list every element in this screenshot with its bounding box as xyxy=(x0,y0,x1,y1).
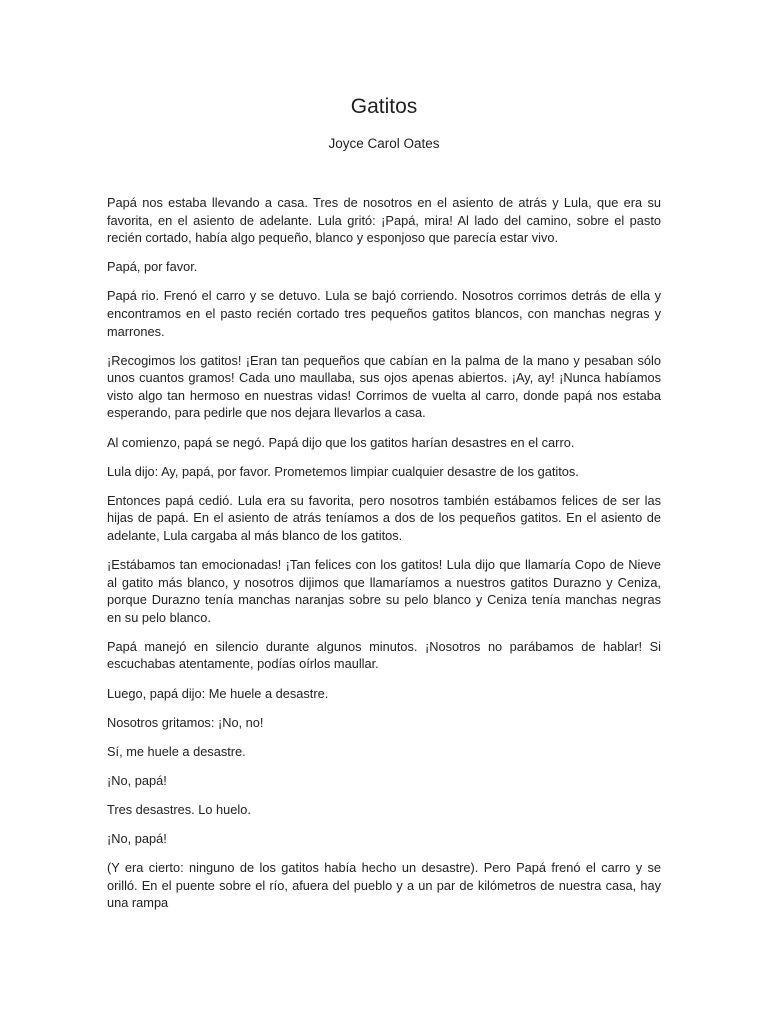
paragraph: (Y era cierto: ninguno de los gatitos había hecho un desastre). Pero Papá frenó el carro y se orilló. En el puente sobre el río, afuera del pueblo y a un par de kilómetros de nuestra casa, hay una rampa xyxy=(107,860,661,911)
document-title: Gatitos xyxy=(350,95,418,118)
paragraph: Papá nos estaba llevando a casa. Tres de nosotros en el asiento de atrás y Lula, que era su favorita, en el asiento de adelante. Lula gritó: ¡Papá, mira! Al lado del camino, sobre el pasto recién cortado, había algo pequeño, blanco y esponjoso que parecía estar vivo. xyxy=(107,195,661,246)
paragraph: Sí, me huele a desastre. xyxy=(107,743,246,759)
document-body xyxy=(107,194,661,923)
paragraph: Papá manejó en silencio durante algunos minutos. ¡Nosotros no parábamos de hablar! Si escuchabas atentamente, podías oírlos maullar. xyxy=(107,638,661,672)
paragraph: Tres desastres. Lo huelo. xyxy=(107,801,251,817)
paragraph: Lula dijo: Ay, papá, por favor. Prometemos limpiar cualquier desastre de los gatitos. xyxy=(107,463,579,479)
paragraph: Nosotros gritamos: ¡No, no! xyxy=(107,714,264,730)
paragraph: Entonces papá cedió. Lula era su favorita, pero nosotros también estábamos felices de ser las hijas de papá. En el asiento de atrás teníamos a dos de los pequeños gatitos. En el asiento de adelante, Lula cargaba al más blanco de los gatitos. xyxy=(107,492,661,543)
paragraph: Papá rio. Frenó el carro y se detuvo. Lula se bajó corriendo. Nosotros corrimos detrás de ella y encontramos en el pasto recién cortado tres pequeños gatitos blancos, con manchas negras y marrones. xyxy=(107,288,661,339)
paragraph: Papá, por favor. xyxy=(107,259,198,275)
paragraph: ¡No, papá! xyxy=(107,772,167,788)
document-author: Joyce Carol Oates xyxy=(328,136,440,151)
paragraph: Luego, papá dijo: Me huele a desastre. xyxy=(107,685,329,701)
paragraph: ¡No, papá! xyxy=(107,831,167,847)
paragraph: ¡Estábamos tan emocionadas! ¡Tan felices con los gatitos! Lula dijo que llamaría Copo de Nieve al gatito más blanco, y nosotros dijimos que llamaríamos a nuestros gatitos Durazno y Ceniza, porque Durazno tenía manchas naranjas sobre su pelo blanco y Ceniza tenía manchas negras en su pelo blanco. xyxy=(107,557,661,625)
paragraph: Al comienzo, papá se negó. Papá dijo que los gatitos harían desastres en el carro. xyxy=(107,434,575,450)
paragraph: ¡Recogimos los gatitos! ¡Eran tan pequeños que cabían en la palma de la mano y pesaban sólo unos cuantos gramos! Cada uno maullaba, sus ojos apenas abiertos. ¡Ay, ay! ¡Nunca habíamos visto algo tan hermoso en nuestras vidas! Corrimos de vuelta al carro, donde papá nos estaba esperando, para pedirle que nos dejara llevarlos a casa. xyxy=(107,352,661,421)
